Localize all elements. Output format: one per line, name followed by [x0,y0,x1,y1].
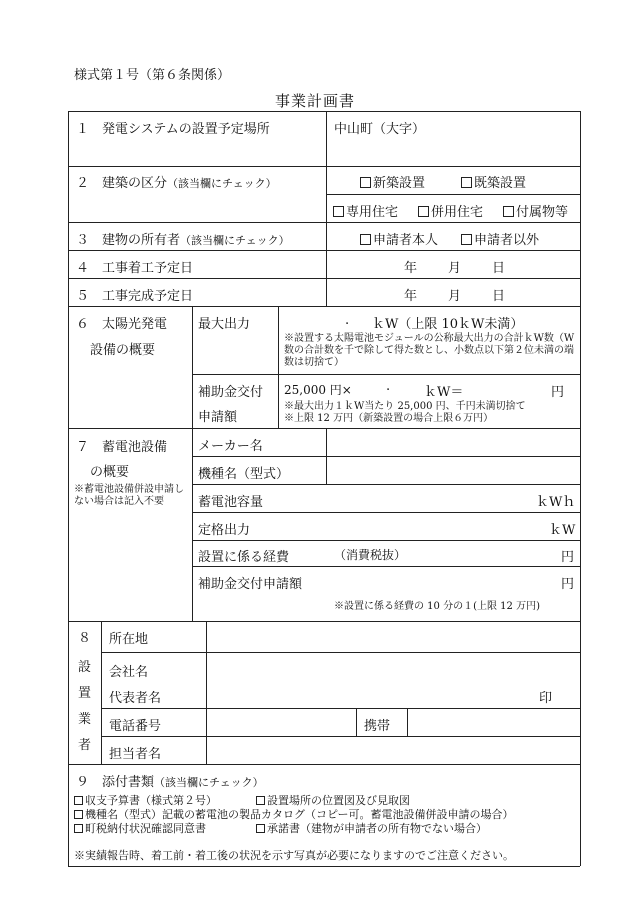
section7-label-2: の概要 [90,465,130,480]
checkbox-icon [74,824,83,833]
checkbox-icon [256,824,265,833]
section6-label-2: 設備の概要 [90,343,156,358]
section8-vertical-1: 設 [78,660,92,675]
checkbox-icon [360,177,371,188]
photo-footnote: ※実績報告時、着工前・着工後の状況を示す写真が必要になりますのでご注意ください。 [74,849,514,862]
section8-number: ８ [78,631,92,646]
installation-cost-unit: 円 [561,550,575,565]
form-code: 様式第１号（第６条関係） [74,68,231,83]
checkbox-icon [256,796,265,805]
section9-label: ９ 添付書類（該当欄にチェック） [76,775,264,790]
checkbox-icon [333,206,344,217]
subsidy-label-2: 申請額 [198,410,238,425]
checkbox-icon [74,810,83,819]
subsidy-note-2: ※上限 12 万円（新築設置の場合上限６万円） [284,413,494,424]
battery-subsidy-note: ※設置に係る経費の 10 分の１(上限 12 万円) [334,601,540,612]
subsidy-label: 補助金交付 [198,385,264,400]
checkbox-icon [461,234,472,245]
installation-cost-label: 設置に係る経費 [198,550,290,565]
end-date-month[interactable]: 月 [448,289,462,304]
contractor-phone-label: 電話番号 [109,719,162,734]
start-date-day[interactable]: 日 [492,261,506,276]
subsidy-kw-unit: ｋW＝ [424,385,464,400]
end-date-year[interactable]: 年 [404,289,418,304]
checkbox-dedicated-house[interactable]: 専用住宅 [333,201,398,220]
attachment-location-map[interactable]: 設置場所の位置図及び見取図 [256,792,410,808]
battery-subsidy-unit: 円 [561,577,575,592]
rated-output-label: 定格出力 [198,523,251,538]
checkbox-annex[interactable]: 付属物等 [503,201,568,220]
battery-subsidy-label: 補助金交付申請額 [198,577,303,592]
start-date-year[interactable]: 年 [404,261,418,276]
section8-vertical-2: 置 [78,686,92,701]
seal-mark: 印 [539,691,553,706]
subsidy-note-1: ※最大出力１ｋW当たり 25,000 円、千円未満切捨て [284,401,526,412]
section4-label: ４ 工事着工予定日 [76,261,194,276]
subsidy-formula-rate: 25,000 円× [284,383,352,397]
section6-label: ６ 太陽光発電 [76,317,168,332]
max-output-label: 最大出力 [198,317,251,332]
installation-cost-tax-note: （消費税抜） [334,548,407,562]
section7-label: ７ 蓄電池設備 [76,440,168,455]
document-title: 事業計画書 [274,92,355,110]
battery-model-label: 機種名（型式） [198,467,290,482]
checkbox-icon [74,796,83,805]
contractor-rep-label: 代表者名 [109,691,162,706]
section3-label: ３ 建物の所有者（該当欄にチェック） [76,233,290,248]
checkbox-combined-house[interactable]: 併用住宅 [418,201,483,220]
checkbox-new-build[interactable]: 新築設置 [360,172,425,191]
battery-capacity-unit: ｋWｈ [536,495,576,510]
section8-vertical-3: 業 [78,712,92,727]
checkbox-other-than-applicant[interactable]: 申請者以外 [461,229,539,248]
start-date-month[interactable]: 月 [448,261,462,276]
contractor-mobile-label: 携帯 [364,719,391,734]
checkbox-applicant-self[interactable]: 申請者本人 [360,229,438,248]
section5-label: ５ 工事完成予定日 [76,289,194,304]
subsidy-amount-field[interactable]: 円 [551,385,565,400]
contractor-person-label: 担当者名 [109,747,162,762]
checkbox-icon [360,234,371,245]
attachment-catalog[interactable]: 機種名（型式）記載の蓄電池の製品カタログ（コピー可。蓄電池設備併設申請の場合） [74,806,514,822]
section7-note: ※蓄電池設備併設申請しない場合は記入不要 [74,484,184,507]
contractor-address-label: 所在地 [109,632,149,647]
section1-location-field[interactable]: 中山町（大字） [334,122,426,137]
checkbox-icon [418,206,429,217]
battery-maker-label: メーカー名 [198,439,263,454]
max-output-field[interactable]: . [345,313,350,328]
contractor-company-label: 会社名 [109,665,149,680]
section2-label: ２ 建築の区分（該当欄にチェック） [76,176,277,191]
rated-output-unit: ｋW [549,523,576,538]
end-date-day[interactable]: 日 [492,289,506,304]
checkbox-icon [461,177,472,188]
battery-capacity-label: 蓄電池容量 [198,495,264,510]
checkbox-existing-build[interactable]: 既築設置 [461,172,526,191]
checkbox-icon [503,206,514,217]
section1-label: １ 発電システムの設置予定場所 [76,122,270,137]
max-output-unit: ｋW（上限 10ｋW未満） [372,317,524,332]
subsidy-kw-field[interactable]: . [386,379,391,394]
attachment-budget[interactable]: 収支予算書（様式第２号） [74,792,217,808]
max-output-note: ※設置する太陽電池モジュールの公称最大出力の合計ｋW数（W数の合計数を千で除して得た数とし、小数点以下第２位未満の端数は切捨て） [284,333,575,368]
attachment-tax-consent[interactable]: 町税納付状況確認同意書 [74,820,206,836]
section8-vertical-4: 者 [78,738,92,753]
attachment-approval[interactable]: 承諾書（建物が申請者の所有物でない場合） [256,820,487,836]
